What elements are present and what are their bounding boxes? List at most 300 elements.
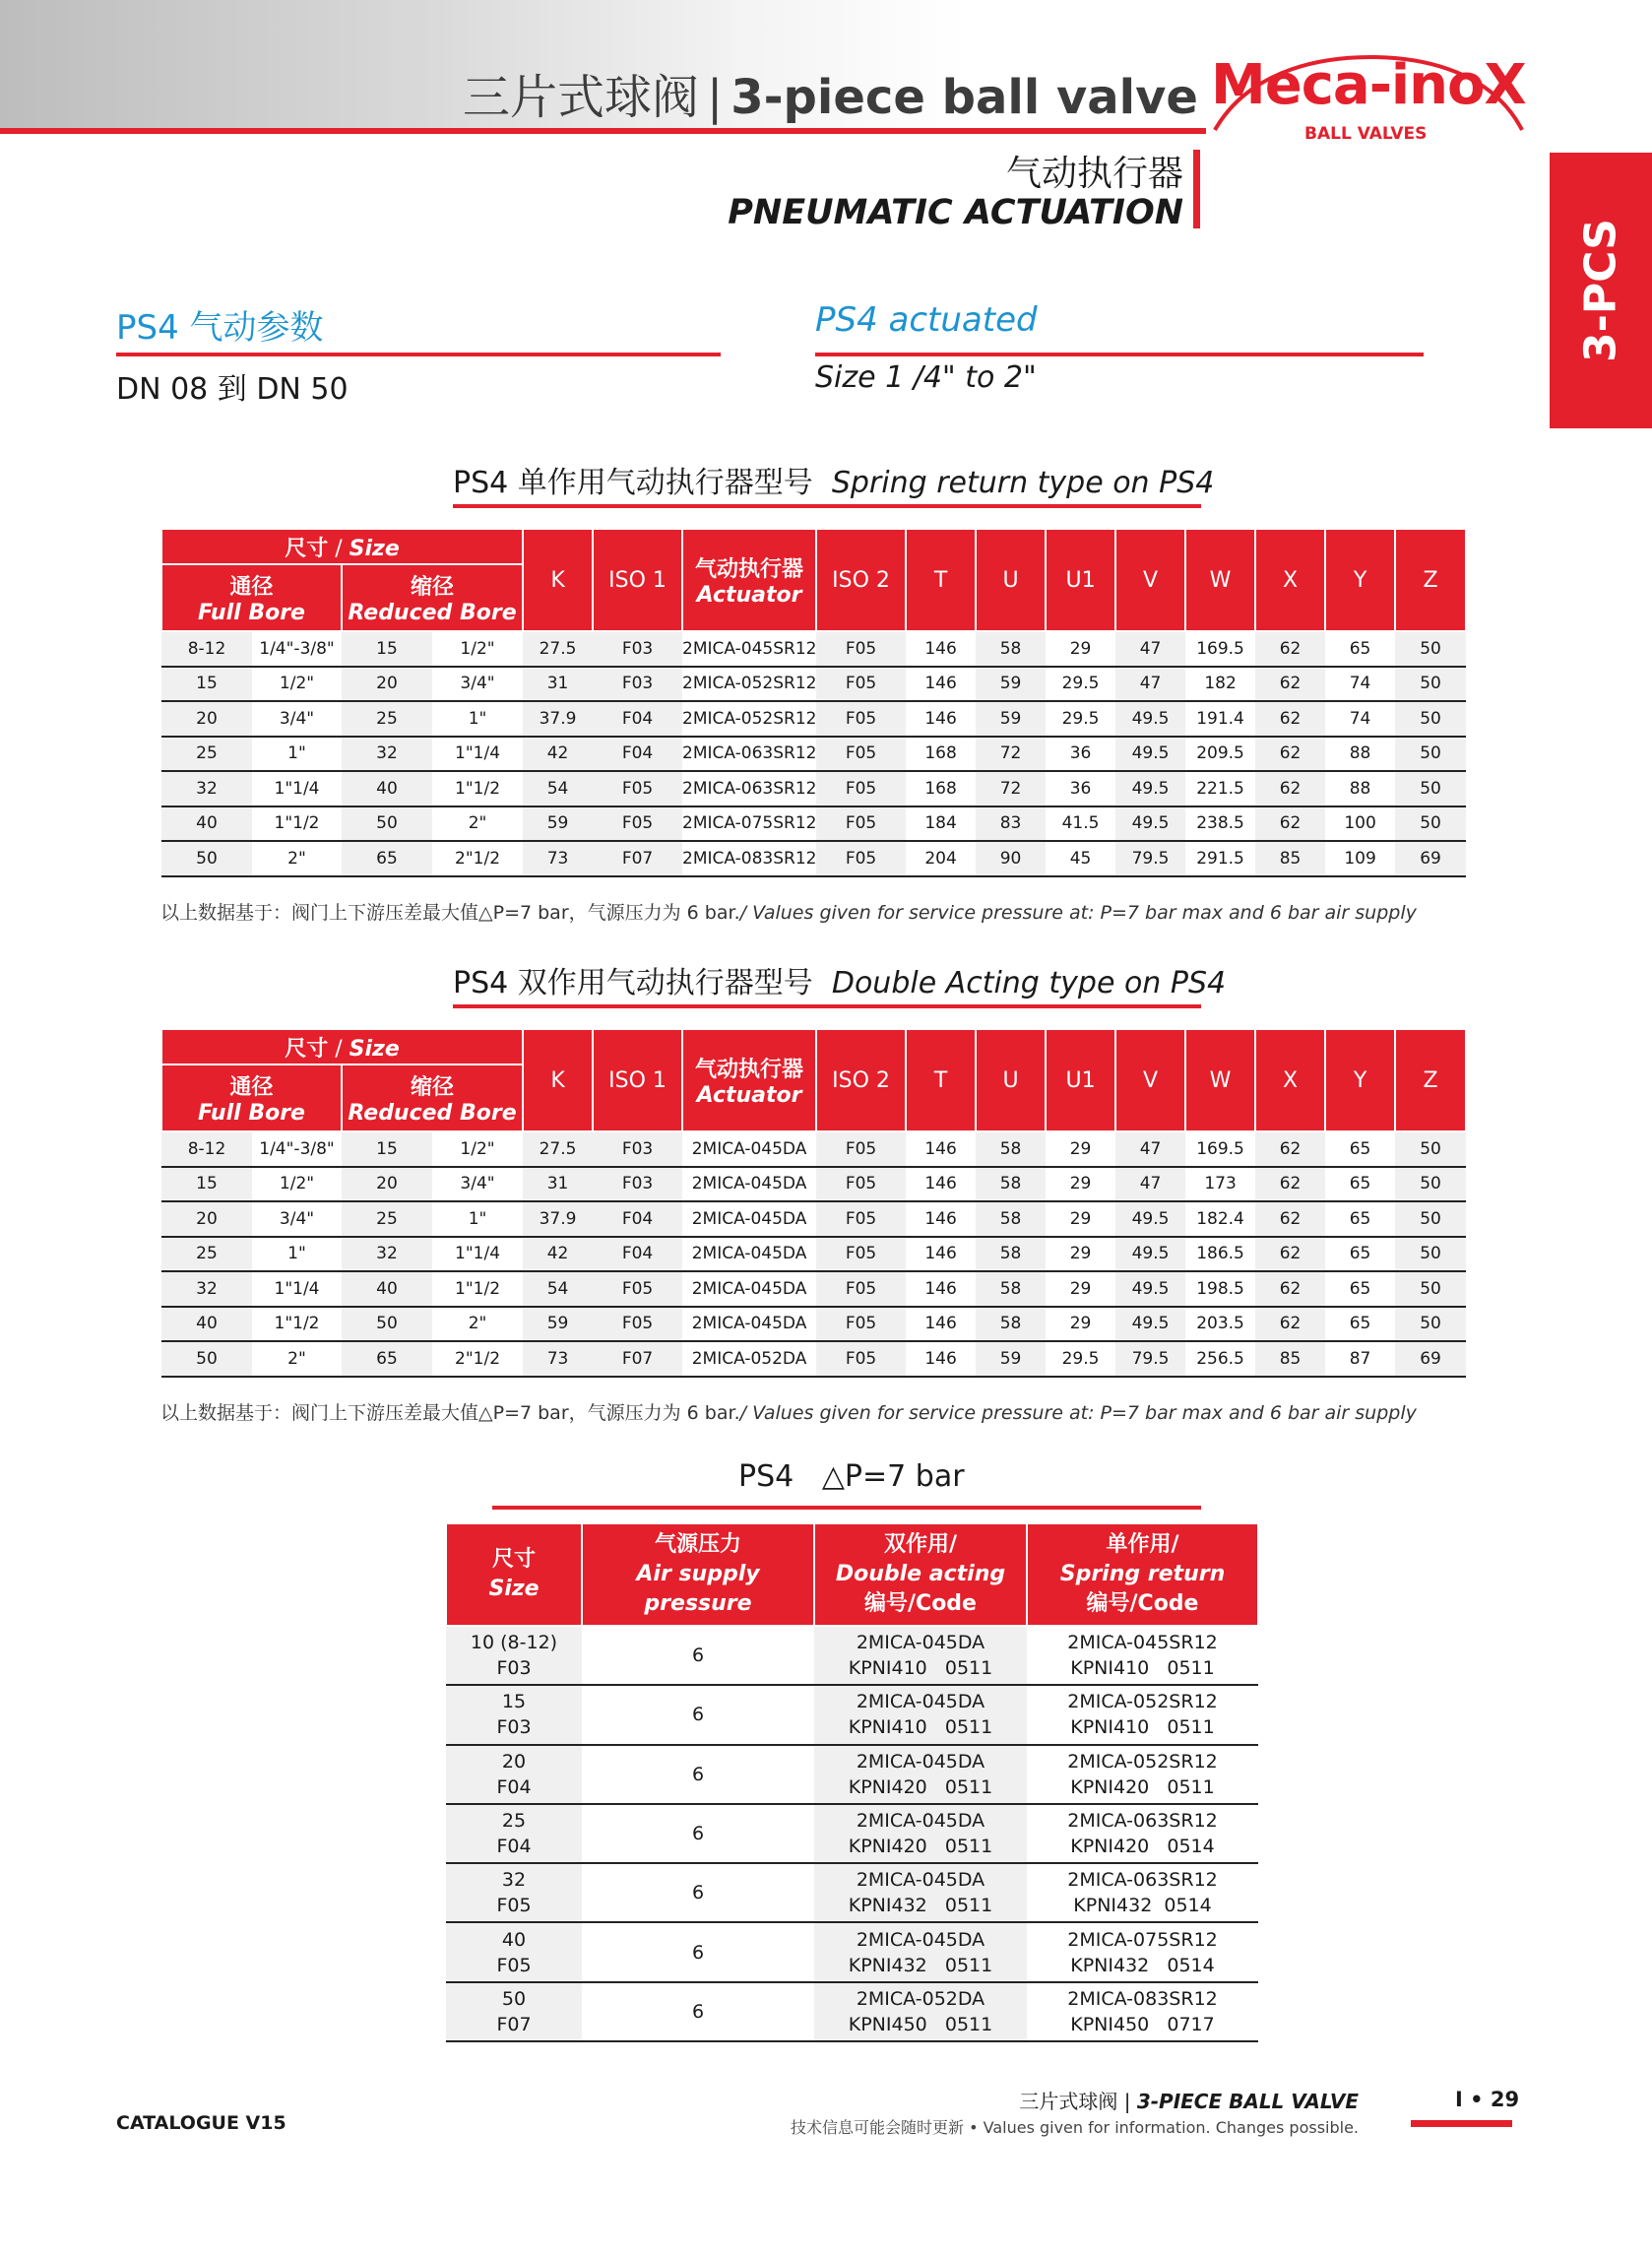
table-cell [814, 1982, 1027, 2041]
cell-line: 2MICA-045DA [856, 1928, 985, 1951]
pressure-table [445, 1522, 1259, 2042]
table-cell: 50 [342, 806, 432, 842]
cell-line: KPNI432 0511 [848, 1954, 993, 1976]
cell-line: F05 [496, 1895, 532, 1917]
table-cell: 58 [976, 1131, 1046, 1167]
table-cell: 62 [1255, 1131, 1325, 1167]
table-cell: F05 [816, 1341, 906, 1377]
table-cell: 49.5 [1115, 1201, 1185, 1237]
full-bore-header [161, 1064, 342, 1131]
table-cell: 3/4" [252, 701, 342, 737]
spring-note-cn: 以上数据基于：阀门上下游压差最大值△P=7 bar，气源压力为 6 bar. [160, 902, 740, 924]
table-cell: 146 [906, 667, 976, 702]
cell-line: 2MICA-063SR12 [1067, 1869, 1218, 1892]
table-cell: 58 [976, 1201, 1046, 1237]
double-table-rule [453, 1004, 1201, 1008]
actuator-header-cn: 气动执行器 [695, 557, 804, 582]
table-cell: 88 [1325, 737, 1395, 772]
table-cell: 50 [1395, 1307, 1466, 1342]
table-cell: 65 [1325, 631, 1395, 667]
table-cell: 1/2" [432, 1131, 523, 1167]
table-cell [1027, 1922, 1258, 1981]
cell-line: F07 [496, 2013, 532, 2035]
table-cell: 85 [1255, 841, 1325, 876]
full-bore-header-cn: 通径 [229, 575, 274, 600]
table-cell: 256.5 [1185, 1341, 1255, 1377]
table-cell: 173 [1185, 1167, 1255, 1202]
table-cell: 2" [252, 1341, 342, 1377]
double-table-note [160, 1398, 1417, 1425]
double-acting-code-header [814, 1523, 1027, 1626]
table-row [446, 1982, 1258, 2041]
cell-line: 6 [691, 1704, 705, 1726]
table-cell: F05 [816, 737, 906, 772]
table-cell: 62 [1255, 1201, 1325, 1237]
table-cell: 72 [976, 737, 1046, 772]
table-cell: 146 [906, 1201, 976, 1237]
table-cell: F07 [593, 1341, 682, 1377]
table-cell: F05 [816, 771, 906, 806]
table-cell: 50 [1395, 737, 1466, 772]
cell-line: 6 [691, 1882, 705, 1904]
actuator-header [682, 529, 816, 631]
table-cell: 62 [1255, 806, 1325, 842]
cell-line: 15 [501, 1691, 527, 1713]
table-cell: 2MICA-045DA [682, 1131, 816, 1167]
pressure-title-value: P=7 bar [844, 1459, 965, 1494]
spring-return-table [160, 528, 1467, 877]
table-cell: 50 [342, 1307, 432, 1342]
reduced-bore-header-cn: 缩径 [411, 575, 455, 600]
cell-line: 2MICA-063SR12 [1067, 1810, 1218, 1833]
table-cell: F05 [816, 1167, 906, 1202]
table-cell: 184 [906, 806, 976, 842]
table-cell: 65 [1325, 1307, 1395, 1342]
table-row [446, 1626, 1258, 1685]
table-cell: 109 [1325, 841, 1395, 876]
table-cell: 31 [523, 667, 593, 702]
table-cell: 62 [1255, 737, 1325, 772]
table-cell: 15 [342, 631, 432, 667]
table-cell: 1"1/2 [252, 806, 342, 842]
u1-header: U1 [1046, 1029, 1115, 1131]
table-cell: 2MICA-045DA [682, 1167, 816, 1202]
table-cell: F03 [593, 1167, 682, 1202]
table-cell [446, 1685, 582, 1744]
table-cell: 191.4 [1185, 701, 1255, 737]
table-cell: 88 [1325, 771, 1395, 806]
side-tab-label: 3-PCS [1575, 219, 1626, 362]
reduced-bore-header-cn: 缩径 [411, 1075, 455, 1100]
footer-title-en: 3-PIECE BALL VALVE [1136, 2090, 1359, 2113]
table-cell: 29.5 [1046, 701, 1115, 737]
sr-header-l2: Spring return [1059, 1562, 1226, 1586]
table-cell: 65 [1325, 1131, 1395, 1167]
cell-line: F03 [496, 1657, 532, 1680]
actuator-header [682, 1029, 816, 1131]
catalogue-version: CATALOGUE V15 [116, 2112, 286, 2134]
table-cell: 50 [1395, 1237, 1466, 1272]
footer-note-cn: 技术信息可能会随时更新 [791, 2118, 965, 2137]
table-cell: 47 [1115, 1131, 1185, 1167]
table-cell: 65 [342, 1341, 432, 1377]
table-row [161, 841, 1466, 876]
table-row [161, 737, 1466, 772]
table-cell: 2MICA-083SR12 [682, 841, 816, 876]
table-cell: 50 [1395, 771, 1466, 806]
table-cell: 49.5 [1115, 1237, 1185, 1272]
u-header: U [976, 1029, 1046, 1131]
size-header: 尺寸 / Size [161, 529, 523, 564]
table-row [161, 667, 1466, 702]
table-cell: 204 [906, 841, 976, 876]
table-cell: 203.5 [1185, 1307, 1255, 1342]
t-header: T [906, 529, 976, 631]
table-cell [1027, 1745, 1258, 1804]
table-cell: 29.5 [1046, 1341, 1115, 1377]
page-title-cn: 三片式球阀 [463, 70, 700, 125]
intro-title-en: PS4 actuated [815, 300, 1038, 340]
table-cell: 29 [1046, 1307, 1115, 1342]
table-cell: 50 [1395, 1201, 1466, 1237]
table-cell: 50 [1395, 701, 1466, 737]
table-cell [814, 1922, 1027, 1981]
y-header: Y [1325, 529, 1395, 631]
table-cell: 2" [252, 841, 342, 876]
full-bore-header-en: Full Bore [198, 1101, 305, 1126]
size-header: 尺寸 / Size [161, 1029, 523, 1064]
iso2-header: ISO 2 [816, 529, 906, 631]
cell-line: KPNI432 0514 [1070, 1954, 1215, 1976]
spring-table-title [453, 458, 1214, 501]
table-cell: F05 [593, 1271, 682, 1307]
table-cell: 49.5 [1115, 771, 1185, 806]
table-cell: 25 [161, 1237, 252, 1272]
table-cell: 58 [976, 1271, 1046, 1307]
table-cell: F07 [593, 841, 682, 876]
table-cell [1027, 1804, 1258, 1863]
table-cell: 65 [1325, 1237, 1395, 1272]
table-cell: 1" [252, 1237, 342, 1272]
table-cell [1027, 1982, 1258, 2041]
table-cell: 29.5 [1046, 667, 1115, 702]
reduced-bore-header-en: Reduced Bore [348, 601, 517, 625]
cell-line: F03 [496, 1716, 532, 1739]
table-cell: 15 [161, 667, 252, 702]
actuator-header-en: Actuator [696, 583, 802, 608]
table-cell: 62 [1255, 631, 1325, 667]
size-header-en: Size [349, 1036, 400, 1062]
table-cell: 32 [342, 737, 432, 772]
table-cell: 49.5 [1115, 806, 1185, 842]
cell-line: 2MICA-045DA [856, 1869, 985, 1892]
cell-line: 2MICA-083SR12 [1067, 1987, 1218, 2010]
table-cell: F05 [816, 841, 906, 876]
intro-subtitle-en: Size 1 /4" to 2" [815, 360, 1037, 395]
table-cell: 2MICA-045DA [682, 1271, 816, 1307]
table-cell [446, 1626, 582, 1685]
pressure-title-prefix: PS4 [738, 1459, 794, 1494]
u1-header: U1 [1046, 529, 1115, 631]
table-cell: 74 [1325, 701, 1395, 737]
table-cell [446, 1804, 582, 1863]
table-cell [1027, 1863, 1258, 1922]
cell-line: KPNI420 0511 [1070, 1775, 1215, 1798]
table-cell: 79.5 [1115, 841, 1185, 876]
table-cell: 182.4 [1185, 1201, 1255, 1237]
table-cell [814, 1626, 1027, 1685]
table-cell: 62 [1255, 667, 1325, 702]
table-cell: 8-12 [161, 631, 252, 667]
cell-line: 6 [691, 1644, 705, 1667]
table-cell: 32 [161, 771, 252, 806]
table-cell [582, 1982, 814, 2041]
v-header: V [1115, 529, 1185, 631]
table-cell: 50 [161, 841, 252, 876]
table-cell: 27.5 [523, 631, 593, 667]
table-cell [814, 1745, 1027, 1804]
table-cell: 36 [1046, 737, 1115, 772]
z-header: Z [1395, 529, 1466, 631]
table-cell: 1"1/2 [432, 771, 523, 806]
table-row [161, 1201, 1466, 1237]
table-cell [582, 1863, 814, 1922]
table-row [446, 1804, 1258, 1863]
table-cell: 50 [1395, 806, 1466, 842]
table-cell: 50 [1395, 1271, 1466, 1307]
table-cell: 62 [1255, 701, 1325, 737]
table-cell: 20 [161, 1201, 252, 1237]
cell-line: 2MICA-075SR12 [1067, 1928, 1218, 1951]
header-red-line [0, 128, 1206, 134]
table-cell: 1/4"-3/8" [252, 1131, 342, 1167]
cell-line: KPNI420 0511 [848, 1775, 993, 1798]
spring-note-en: / Values given for service pressure at: P=7 bar max and 6 bar air supply [739, 902, 1417, 924]
table-cell: 50 [1395, 1167, 1466, 1202]
table-cell: 50 [1395, 1131, 1466, 1167]
cell-line: 32 [501, 1869, 527, 1892]
table-cell: 1"1/2 [432, 1271, 523, 1307]
table-cell: 54 [523, 1271, 593, 1307]
table-cell: 20 [161, 701, 252, 737]
iso2-header: ISO 2 [816, 1029, 906, 1131]
table-cell: 62 [1255, 1167, 1325, 1202]
table-cell: 3/4" [432, 667, 523, 702]
table-cell: 2MICA-063SR12 [682, 771, 816, 806]
u-header: U [976, 529, 1046, 631]
table-cell: 146 [906, 1131, 976, 1167]
table-cell: 146 [906, 1341, 976, 1377]
table-cell: 50 [1395, 667, 1466, 702]
spring-table-rule [453, 504, 1201, 508]
spring-table-title-en: Spring return type on PS4 [831, 466, 1215, 500]
z-header: Z [1395, 1029, 1466, 1131]
table-cell: 2MICA-075SR12 [682, 806, 816, 842]
cell-line: F04 [496, 1775, 532, 1798]
cell-line: 6 [691, 1763, 705, 1785]
sr-header-l3: 编号/Code [1086, 1591, 1199, 1616]
reduced-bore-header [342, 1064, 523, 1131]
table-cell: 47 [1115, 1167, 1185, 1202]
page-title-en: 3-piece ball valve [731, 70, 1198, 125]
table-cell: F05 [816, 1271, 906, 1307]
table-cell: 209.5 [1185, 737, 1255, 772]
table-cell: 146 [906, 1237, 976, 1272]
table-cell: 198.5 [1185, 1271, 1255, 1307]
table-cell: 2MICA-052SR12 [682, 701, 816, 737]
cell-line: 6 [691, 1941, 705, 1964]
table-cell: 2MICA-045SR12 [682, 631, 816, 667]
table-cell: 65 [1325, 1167, 1395, 1202]
table-cell: 58 [976, 631, 1046, 667]
table-row [161, 631, 1466, 667]
cell-line: 2MICA-052DA [856, 1987, 985, 2010]
spring-table-body [161, 631, 1466, 876]
iso1-header: ISO 1 [593, 1029, 682, 1131]
air-supply-header-en: Air supply pressure [636, 1562, 760, 1616]
full-bore-header [161, 564, 342, 631]
table-cell: 186.5 [1185, 1237, 1255, 1272]
table-cell: 65 [342, 841, 432, 876]
table-cell [446, 1745, 582, 1804]
table-row [161, 1341, 1466, 1377]
intro-title-cn: PS4 气动参数 [116, 308, 324, 348]
da-header-l2: Double acting [835, 1562, 1006, 1586]
pressure-size-header-cn: 尺寸 [491, 1547, 536, 1572]
table-cell: 29 [1046, 1167, 1115, 1202]
sr-header-l1: 单作用/ [1106, 1532, 1179, 1557]
intro-rule-en [815, 353, 1424, 356]
table-cell: 1" [432, 701, 523, 737]
table-cell: 69 [1395, 1341, 1466, 1377]
title-separator: | [707, 70, 724, 125]
double-table-body [161, 1131, 1466, 1377]
logo-subtitle: BALL VALVES [1304, 124, 1428, 144]
table-cell [814, 1863, 1027, 1922]
cell-line: 2MICA-045DA [856, 1691, 985, 1713]
size-header-en: Size [349, 536, 400, 561]
table-cell: 58 [976, 1167, 1046, 1202]
table-cell: 2"1/2 [432, 841, 523, 876]
table-cell: 37.9 [523, 701, 593, 737]
table-cell: 1/4"-3/8" [252, 631, 342, 667]
cell-line: KPNI410 0511 [1070, 1657, 1215, 1680]
table-row [161, 1237, 1466, 1272]
cell-line: 2MICA-045DA [856, 1810, 985, 1833]
table-cell: 3/4" [252, 1201, 342, 1237]
cell-line: KPNI450 0717 [1070, 2013, 1215, 2035]
k-header: K [523, 529, 593, 631]
table-cell: 15 [342, 1131, 432, 1167]
y-header: Y [1325, 1029, 1395, 1131]
table-cell: 2MICA-045DA [682, 1307, 816, 1342]
cell-line: 10 (8-12) [470, 1632, 558, 1654]
table-cell: 50 [161, 1341, 252, 1377]
delta-icon: △ [821, 1459, 845, 1494]
table-cell: 2MICA-045DA [682, 1237, 816, 1272]
table-cell: 40 [161, 1307, 252, 1342]
cell-line: 6 [691, 1823, 705, 1845]
table-cell: 40 [342, 1271, 432, 1307]
table-cell: 32 [161, 1271, 252, 1307]
cell-line: 6 [691, 2000, 705, 2023]
full-bore-header-cn: 通径 [229, 1075, 274, 1100]
size-header-cn: 尺寸 [285, 1036, 329, 1062]
cell-line: KPNI410 0511 [848, 1657, 993, 1680]
table-cell [814, 1804, 1027, 1863]
table-cell: 2MICA-052SR12 [682, 667, 816, 702]
table-cell: F05 [593, 1307, 682, 1342]
table-cell [446, 1863, 582, 1922]
table-cell: 47 [1115, 667, 1185, 702]
table-cell: 146 [906, 1307, 976, 1342]
table-cell: F03 [593, 631, 682, 667]
table-cell [814, 1685, 1027, 1744]
x-header: X [1255, 529, 1325, 631]
table-row [161, 1271, 1466, 1307]
table-cell: 87 [1325, 1341, 1395, 1377]
table-cell: 85 [1255, 1341, 1325, 1377]
table-cell: 1/2" [252, 667, 342, 702]
table-cell: 2MICA-052DA [682, 1341, 816, 1377]
table-cell: 15 [161, 1167, 252, 1202]
cell-line: 2MICA-045DA [856, 1632, 985, 1654]
cell-line: 2MICA-045DA [856, 1750, 985, 1773]
table-row [446, 1922, 1258, 1981]
cell-line: 25 [501, 1810, 527, 1833]
cell-line: KPNI432 0511 [848, 1895, 993, 1917]
table-cell: 182 [1185, 667, 1255, 702]
reduced-bore-header [342, 564, 523, 631]
table-cell: 90 [976, 841, 1046, 876]
footer-note-en: Values given for information. Changes possible. [983, 2118, 1359, 2137]
section-title-en: PNEUMATIC ACTUATION [728, 193, 1183, 232]
table-cell: 2MICA-045DA [682, 1201, 816, 1237]
t-header: T [906, 1029, 976, 1131]
table-row [161, 1131, 1466, 1167]
table-cell: 83 [976, 806, 1046, 842]
table-cell: 1"1/4 [252, 771, 342, 806]
page-title [463, 59, 1198, 127]
table-cell: 1/2" [252, 1167, 342, 1202]
side-tab [1550, 153, 1652, 428]
table-cell: 49.5 [1115, 701, 1185, 737]
table-cell: 25 [342, 701, 432, 737]
table-cell: F05 [816, 806, 906, 842]
table-cell: 2"1/2 [432, 1341, 523, 1377]
table-cell: 32 [342, 1237, 432, 1272]
table-cell [582, 1626, 814, 1685]
table-cell: 65 [1325, 1201, 1395, 1237]
double-acting-table [160, 1028, 1467, 1378]
table-cell: F05 [816, 631, 906, 667]
table-cell: 73 [523, 841, 593, 876]
pressure-table-body [446, 1626, 1258, 2041]
table-cell: 1"1/4 [252, 1271, 342, 1307]
table-cell: 59 [976, 1341, 1046, 1377]
cell-line: 20 [501, 1750, 527, 1773]
cell-line: 40 [501, 1928, 527, 1951]
table-cell: 100 [1325, 806, 1395, 842]
table-cell: 41.5 [1046, 806, 1115, 842]
table-cell: 31 [523, 1167, 593, 1202]
table-cell [582, 1685, 814, 1744]
cell-line: F05 [496, 1954, 532, 1976]
w-header: W [1185, 1029, 1255, 1131]
spring-table-note [160, 898, 1417, 925]
table-cell: 1"1/4 [432, 1237, 523, 1272]
table-cell: 29 [1046, 1201, 1115, 1237]
